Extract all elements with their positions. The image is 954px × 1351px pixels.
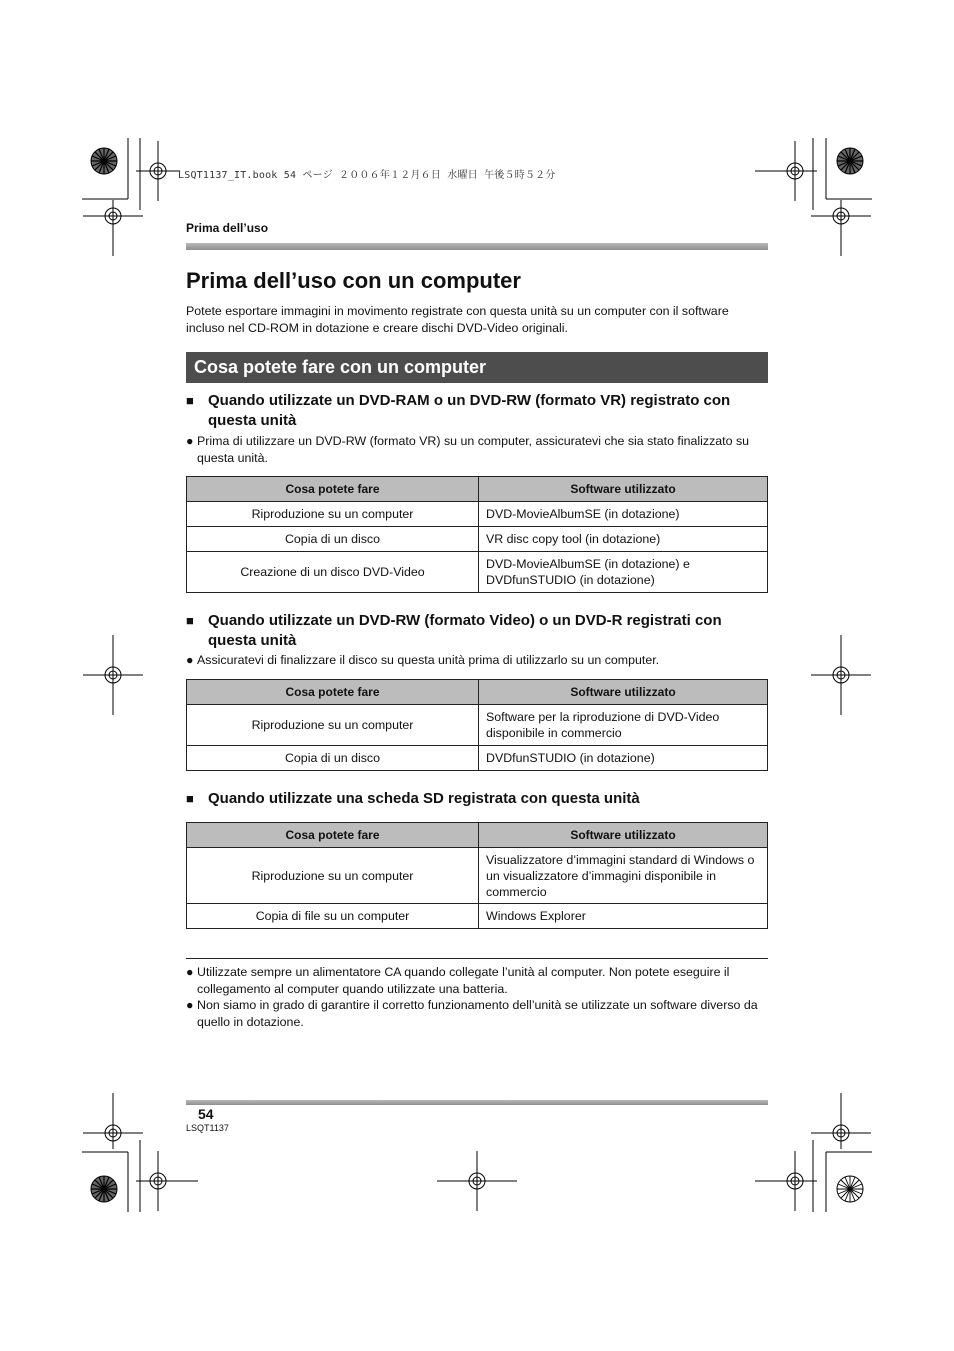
footnote	[186, 997, 768, 1030]
square-bullet-icon: ■	[186, 791, 194, 806]
page-number: 54	[198, 1106, 214, 1122]
table-cell: DVDfunSTUDIO (in dotazione)	[479, 746, 768, 771]
table-cell: Riproduzione su un computer	[187, 502, 479, 527]
crosshair-icon	[136, 141, 180, 201]
registration-star-icon	[837, 148, 863, 174]
table-cell: Copia di un disco	[187, 527, 479, 552]
bullet-icon: ●	[186, 998, 194, 1012]
table-row	[187, 552, 768, 593]
table-row	[187, 705, 768, 746]
registration-star-icon	[91, 1176, 117, 1202]
crosshair-icon	[755, 141, 817, 201]
footnote-text: Utilizzate sempre un alimentatore CA quando collegate l’unità al computer. Non potete eseguire il collegamento al computer quando utilizzate una batteria.	[197, 965, 730, 996]
table-cell: VR disc copy tool (in dotazione)	[479, 527, 768, 552]
table-row	[187, 904, 768, 929]
software-table	[186, 476, 768, 593]
table-cell: Software per la riproduzione di DVD-Video disponibile in commercio	[479, 705, 768, 746]
software-table	[186, 679, 768, 771]
software-table	[186, 822, 768, 929]
crosshair-icon	[83, 200, 143, 256]
column-header: Software utilizzato	[479, 823, 768, 848]
crosshair-icon	[83, 635, 143, 715]
table-row	[187, 848, 768, 904]
table-header-row	[187, 477, 768, 502]
table-row	[187, 746, 768, 771]
subsection-heading-text: Quando utilizzate un DVD-RW (formato Video) o un DVD-R registrati con questa unità	[208, 612, 722, 649]
crosshair-icon	[811, 635, 871, 715]
note	[186, 433, 768, 466]
subsection-heading	[186, 789, 768, 809]
registration-star-icon	[91, 148, 117, 174]
column-header: Software utilizzato	[479, 477, 768, 502]
crosshair-icon	[136, 1151, 198, 1211]
column-header: Cosa potete fare	[187, 477, 479, 502]
table-row	[187, 527, 768, 552]
table-cell: Riproduzione su un computer	[187, 848, 479, 904]
intro-paragraph: Potete esportare immagini in movimento registrate con questa unità su un computer con il software incluso nel CD-ROM in dotazione e creare dischi DVD-Video originali.	[186, 304, 729, 335]
subsection-heading	[186, 611, 768, 650]
section-heading: Cosa potete fare con un computer	[186, 352, 768, 383]
square-bullet-icon: ■	[186, 393, 194, 408]
bottom-divider-bar	[186, 1100, 768, 1105]
table-cell: Copia di un disco	[187, 746, 479, 771]
note-text: Prima di utilizzare un DVD-RW (formato VR) su un computer, assicuratevi che sia stato finalizzato su questa unità.	[197, 434, 750, 465]
table-header-row	[187, 680, 768, 705]
table-cell: Copia di file su un computer	[187, 904, 479, 929]
bullet-icon: ●	[186, 653, 194, 667]
column-header: Cosa potete fare	[187, 823, 479, 848]
footnote-text: Non siamo in grado di garantire il corretto funzionamento dell’unità se utilizzate un software diverso da quello in dotazione.	[197, 998, 758, 1029]
crosshair-icon	[811, 200, 871, 256]
registration-star-icon	[837, 1176, 863, 1202]
table-header-row	[187, 823, 768, 848]
column-header: Software utilizzato	[479, 680, 768, 705]
section-label: Prima dell’uso	[186, 221, 269, 235]
crosshair-icon	[811, 1093, 871, 1149]
bullet-icon: ●	[186, 965, 194, 979]
crosshair-icon	[83, 1093, 143, 1149]
square-bullet-icon: ■	[186, 613, 194, 628]
note	[186, 652, 768, 669]
print-header: LSQT1137_IT.book 54 ページ ２００６年１２月６日 水曜日 午後５時５２分	[178, 170, 556, 181]
table-cell: DVD-MovieAlbumSE (in dotazione) e DVDfunSTUDIO (in dotazione)	[479, 552, 768, 593]
crosshair-icon	[437, 1151, 517, 1211]
subsection-heading-text: Quando utilizzate una scheda SD registrata con questa unità	[208, 790, 640, 807]
subsection-heading-text: Quando utilizzate un DVD-RAM o un DVD-RW (formato VR) registrato con questa unità	[208, 392, 731, 429]
table-row	[187, 502, 768, 527]
table-cell: Creazione di un disco DVD-Video	[187, 552, 479, 593]
table-cell: Visualizzatore d’immagini standard di Windows o un visualizzatore d’immagini disponibile in commercio	[479, 848, 768, 904]
footnote-divider	[186, 958, 768, 959]
bullet-icon: ●	[186, 434, 194, 448]
footnote	[186, 964, 768, 997]
top-divider-bar	[186, 243, 768, 250]
note-text: Assicuratevi di finalizzare il disco su questa unità prima di utilizzarlo su un computer.	[197, 653, 660, 667]
subsection-heading	[186, 391, 768, 430]
page-title: Prima dell’uso con un computer	[186, 268, 521, 293]
table-cell: DVD-MovieAlbumSE (in dotazione)	[479, 502, 768, 527]
column-header: Cosa potete fare	[187, 680, 479, 705]
document-code: LSQT1137	[186, 1123, 229, 1133]
table-cell: Windows Explorer	[479, 904, 768, 929]
table-cell: Riproduzione su un computer	[187, 705, 479, 746]
crosshair-icon	[755, 1151, 817, 1211]
